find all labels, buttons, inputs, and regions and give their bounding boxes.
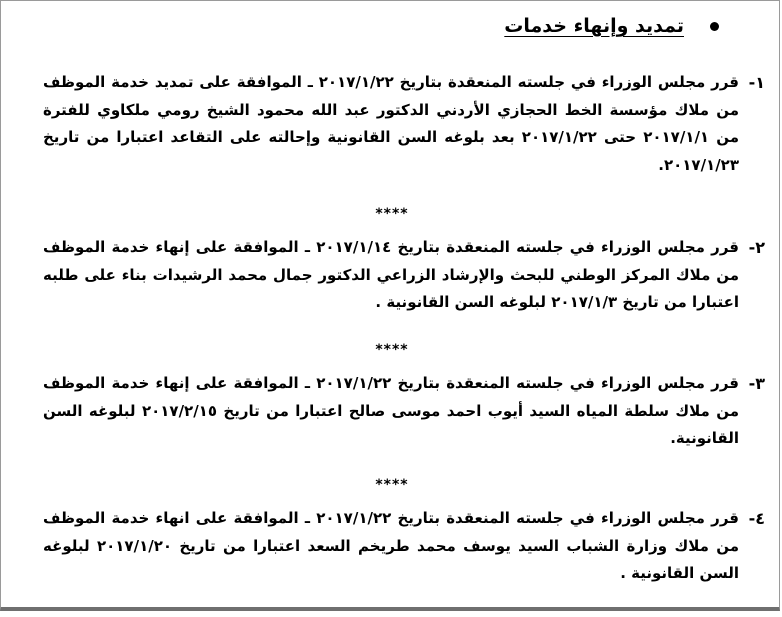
item-text: قرر مجلس الوزراء في جلسته المنعقدة بتاريخ ٢٠١٧/١/٢٢ ـ الموافقة على إنهاء خدمة الموظف من ملاك سلطة المياه السيد أيوب احمد موسى صالح اعتبارا من تاريخ ٢٠١٧/٢/١٥ لبلوغه السن القانونية. <box>43 374 740 447</box>
separator: **** <box>375 342 409 358</box>
decision-item-4 <box>43 505 765 588</box>
item-number: ٣- <box>748 374 765 393</box>
bullet-icon <box>710 22 719 31</box>
decision-item-2 <box>43 234 765 317</box>
decision-item-1 <box>43 69 765 179</box>
page-title: تمديد وإنهاء خدمات <box>504 15 684 37</box>
item-text: قرر مجلس الوزراء في جلسته المنعقدة بتاريخ ٢٠١٧/١/٢٢ ـ الموافقة على انهاء خدمة الموظف من ملاك وزارة الشباب السيد يوسف محمد طريخم السعد اعتبارا من تاريخ ٢٠١٧/١/٢٠ لبلوغه السن القانونية . <box>43 509 739 582</box>
item-number: ٢- <box>748 238 765 257</box>
title-row <box>504 15 719 37</box>
decision-item-3 <box>43 370 765 453</box>
item-number: ١- <box>748 73 765 92</box>
item-text: قرر مجلس الوزراء في جلسته المنعقدة بتاريخ ٢٠١٧/١/١٤ ـ الموافقة على إنهاء خدمة الموظف من ملاك المركز الوطني للبحث والإرشاد الزراعي الدكتور جمال محمد الرشيدات بناء على طلبه اعتبارا من تاريخ ٢٠١٧/١/٣ لبلوغه السن القانونية . <box>43 238 739 311</box>
separator: **** <box>375 477 409 493</box>
item-number: ٤- <box>748 509 765 528</box>
item-text: قرر مجلس الوزراء في جلسته المنعقدة بتاريخ ٢٠١٧/١/٢٢ ـ الموافقة على تمديد خدمة الموظف من ملاك مؤسسة الخط الحجازي الأردني الدكتور عبد الله محمود الشيخ رومي ملكاوي للفترة من ٢٠١٧/١/١ حتى ٢٠١٧/١/٢٢ بعد بلوغه السن القانونية وإحالته على التقاعد اعتبارا من تاريخ ٢٠١٧/١/٢٣. <box>43 73 739 174</box>
separator: **** <box>375 206 409 222</box>
